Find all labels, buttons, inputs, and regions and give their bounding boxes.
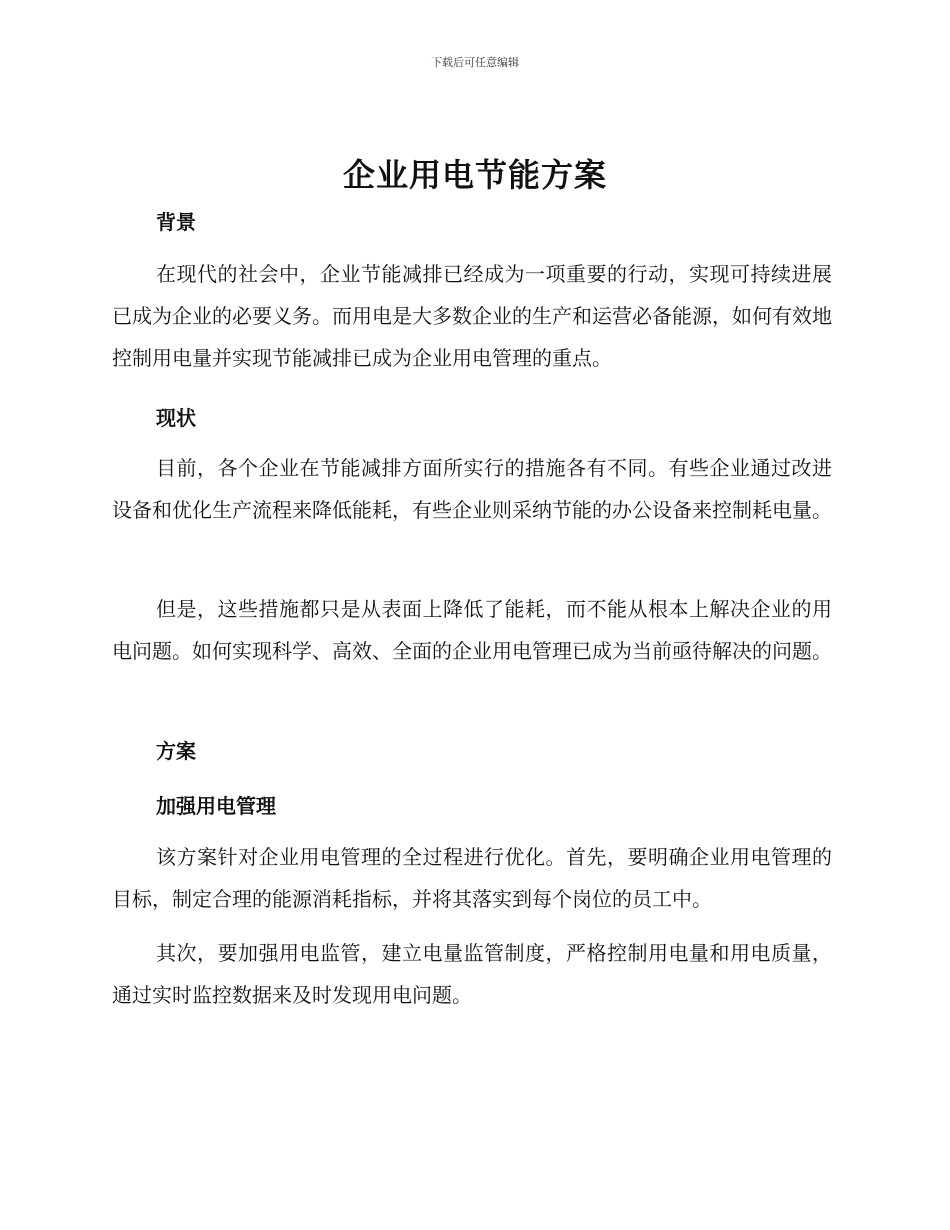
paragraph-background: 在现代的社会中，企业节能减排已经成为一项重要的行动，实现可持续进展已成为企业的必要义务。而用电是大多数企业的生产和运营必备能源，如何有效地控制用电量并实现节能减排已成为企业用电管理的重点。 xyxy=(112,262,832,370)
paragraph-plan-1: 该方案针对企业用电管理的全过程进行优化。首先，要明确企业用电管理的目标，制定合理的能源消耗指标，并将其落实到每个岗位的员工中。 xyxy=(112,845,832,911)
heading-plan: 方案 xyxy=(156,739,196,763)
paragraph-status-1: 目前，各个企业在节能减排方面所实行的措施各有不同。有些企业通过改进设备和优化生产流程来降低能耗，有些企业则采纳节能的办公设备来控制耗电量。 xyxy=(112,456,832,522)
header-note: 下载后可任意编辑 xyxy=(431,56,519,69)
heading-status: 现状 xyxy=(156,406,196,430)
heading-background: 背景 xyxy=(156,210,196,234)
paragraph-status-2: 但是，这些措施都只是从表面上降低了能耗，而不能从根本上解决企业的用电问题。如何实现科学、高效、全面的企业用电管理已成为当前亟待解决的问题。 xyxy=(112,597,832,663)
paragraph-plan-2: 其次，要加强用电监管，建立电量监管制度，严格控制用电量和用电质量，通过实时监控数据来及时发现用电问题。 xyxy=(112,941,832,1007)
document-title: 企业用电节能方案 xyxy=(342,156,607,194)
subheading-strengthen-management: 加强用电管理 xyxy=(156,794,276,818)
